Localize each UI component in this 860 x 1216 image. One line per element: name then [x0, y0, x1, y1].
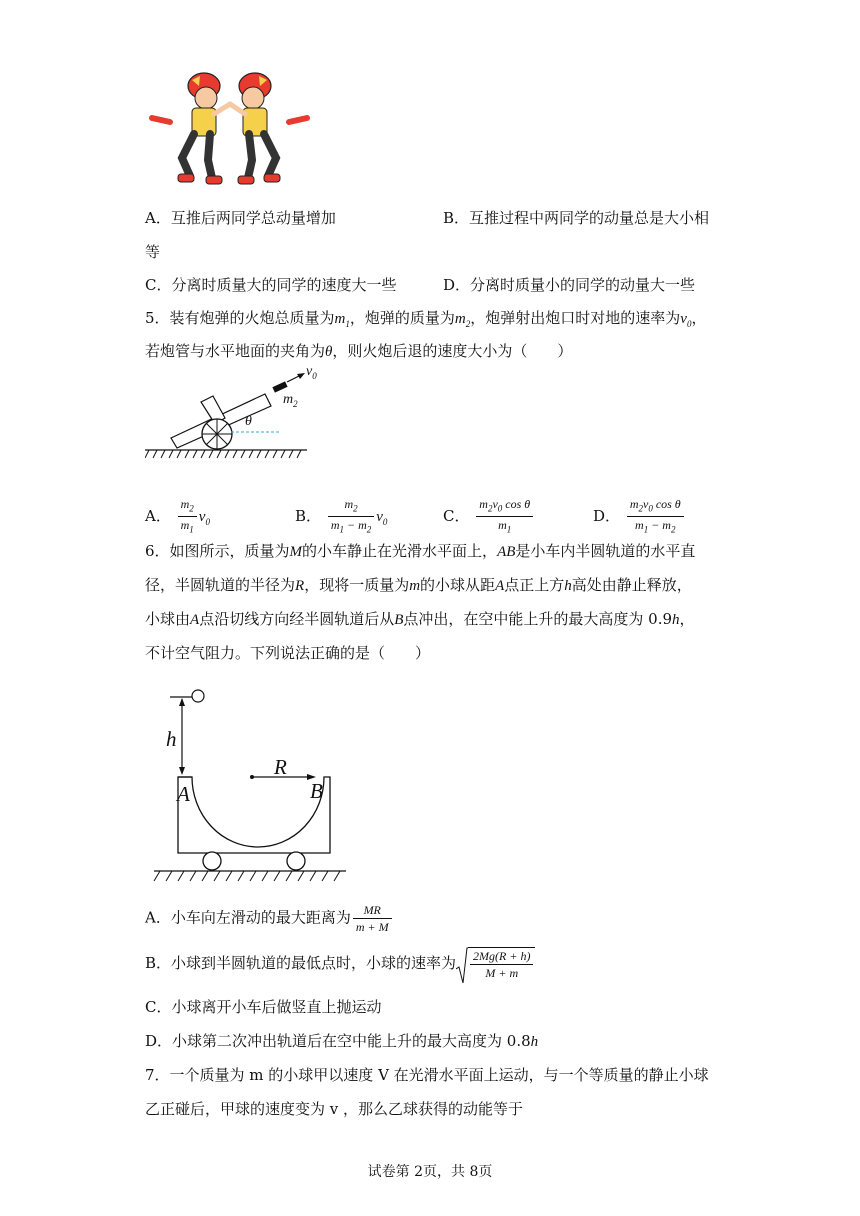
- q4-option-a: A．互推后两同学总动量增加: [145, 209, 336, 227]
- page-footer: 试卷第 2页，共 8页: [367, 1164, 493, 1180]
- q4-option-b: B．互推过程中两同学的动量总是大小相: [443, 209, 710, 227]
- q6-option-d: D．小球第二次冲出轨道后在空中能上升的最大高度为 0.8h: [145, 1032, 539, 1050]
- q6-stem-line2: 径，半圆轨道的半径为R，现将一质量为m的小球从距A点正上方h高处由静止释放，: [145, 576, 692, 594]
- q6-stem-line4: 不计空气阻力。下列说法正确的是（ ）: [145, 644, 431, 662]
- fig-v0-label: $v_0$: [306, 364, 317, 381]
- q4-option-b-cont: 等: [145, 243, 161, 261]
- fig-m2-label: $m_2$: [283, 392, 298, 409]
- q6-cart-figure: [150, 685, 350, 885]
- fig-theta-label: θ: [245, 414, 252, 429]
- q5-option-c: C． $\frac{m_2v_0 \cos \theta}{m_1}$: [443, 496, 535, 538]
- q4-option-c: C．分离时质量大的同学的速度大一些: [145, 276, 397, 294]
- fig-a-label: A: [177, 782, 190, 806]
- q5-option-b: B． $\frac{m_2}{m_1 - m_2}$ $v_0$: [295, 497, 388, 535]
- q5-stem-line1: 5．装有炮弹的火炮总质量为$m_1$，炮弹的质量为$m_2$，炮弹射出炮口时对地的速率为$v_0$，: [145, 309, 707, 329]
- q6-stem-line1: 6．如图所示，质量为M的小车静止在光滑水平面上，AB是小车内半圆轨道的水平直: [145, 542, 696, 560]
- q6-option-b: B．小球到半圆轨道的最低点时，小球的速率为 $\frac{2Mg(R + h)}{M + m}$: [145, 947, 535, 981]
- q5-option-a: A． $\frac{m_2}{m_1}$ $v_0$: [145, 497, 210, 535]
- cannon-diagram: [145, 366, 310, 461]
- q7-stem-line1: 7．一个质量为 m 的小球甲以速度 V 在光滑水平面上运动，与一个等质量的静止小球: [145, 1066, 709, 1084]
- q5-cannon-figure: [145, 364, 317, 461]
- q5-stem-line2: 若炮管与水平地面的夹角为θ，则火炮后退的速度大小为（ ）: [145, 342, 573, 360]
- q6-stem-line3: 小球由A点沿切线方向经半圆轨道后从B点冲出，在空中能上升的最大高度为 0.9h，: [145, 610, 695, 628]
- q5-option-d: D． $\frac{m_2v_0 \cos \theta}{m_1 - m_2}$: [593, 496, 686, 538]
- fig-h-label: h: [166, 727, 177, 751]
- fig-r-label: R: [274, 755, 287, 779]
- q7-stem-line2: 乙正碰后，甲球的速度变为 v ，那么乙球获得的动能等于: [145, 1100, 524, 1118]
- q6-option-a: A．小车向左滑动的最大距离为 $\frac{MR}{m + M}$: [145, 902, 394, 935]
- q4-option-d: D．分离时质量小的同学的动量大一些: [443, 276, 696, 294]
- fig-b-label: B: [310, 779, 323, 803]
- skaters-illustration: [142, 68, 317, 193]
- two-skaters-pushing-icon: [142, 68, 317, 193]
- q6-option-c: C．小球离开小车后做竖直上抛运动: [145, 998, 382, 1016]
